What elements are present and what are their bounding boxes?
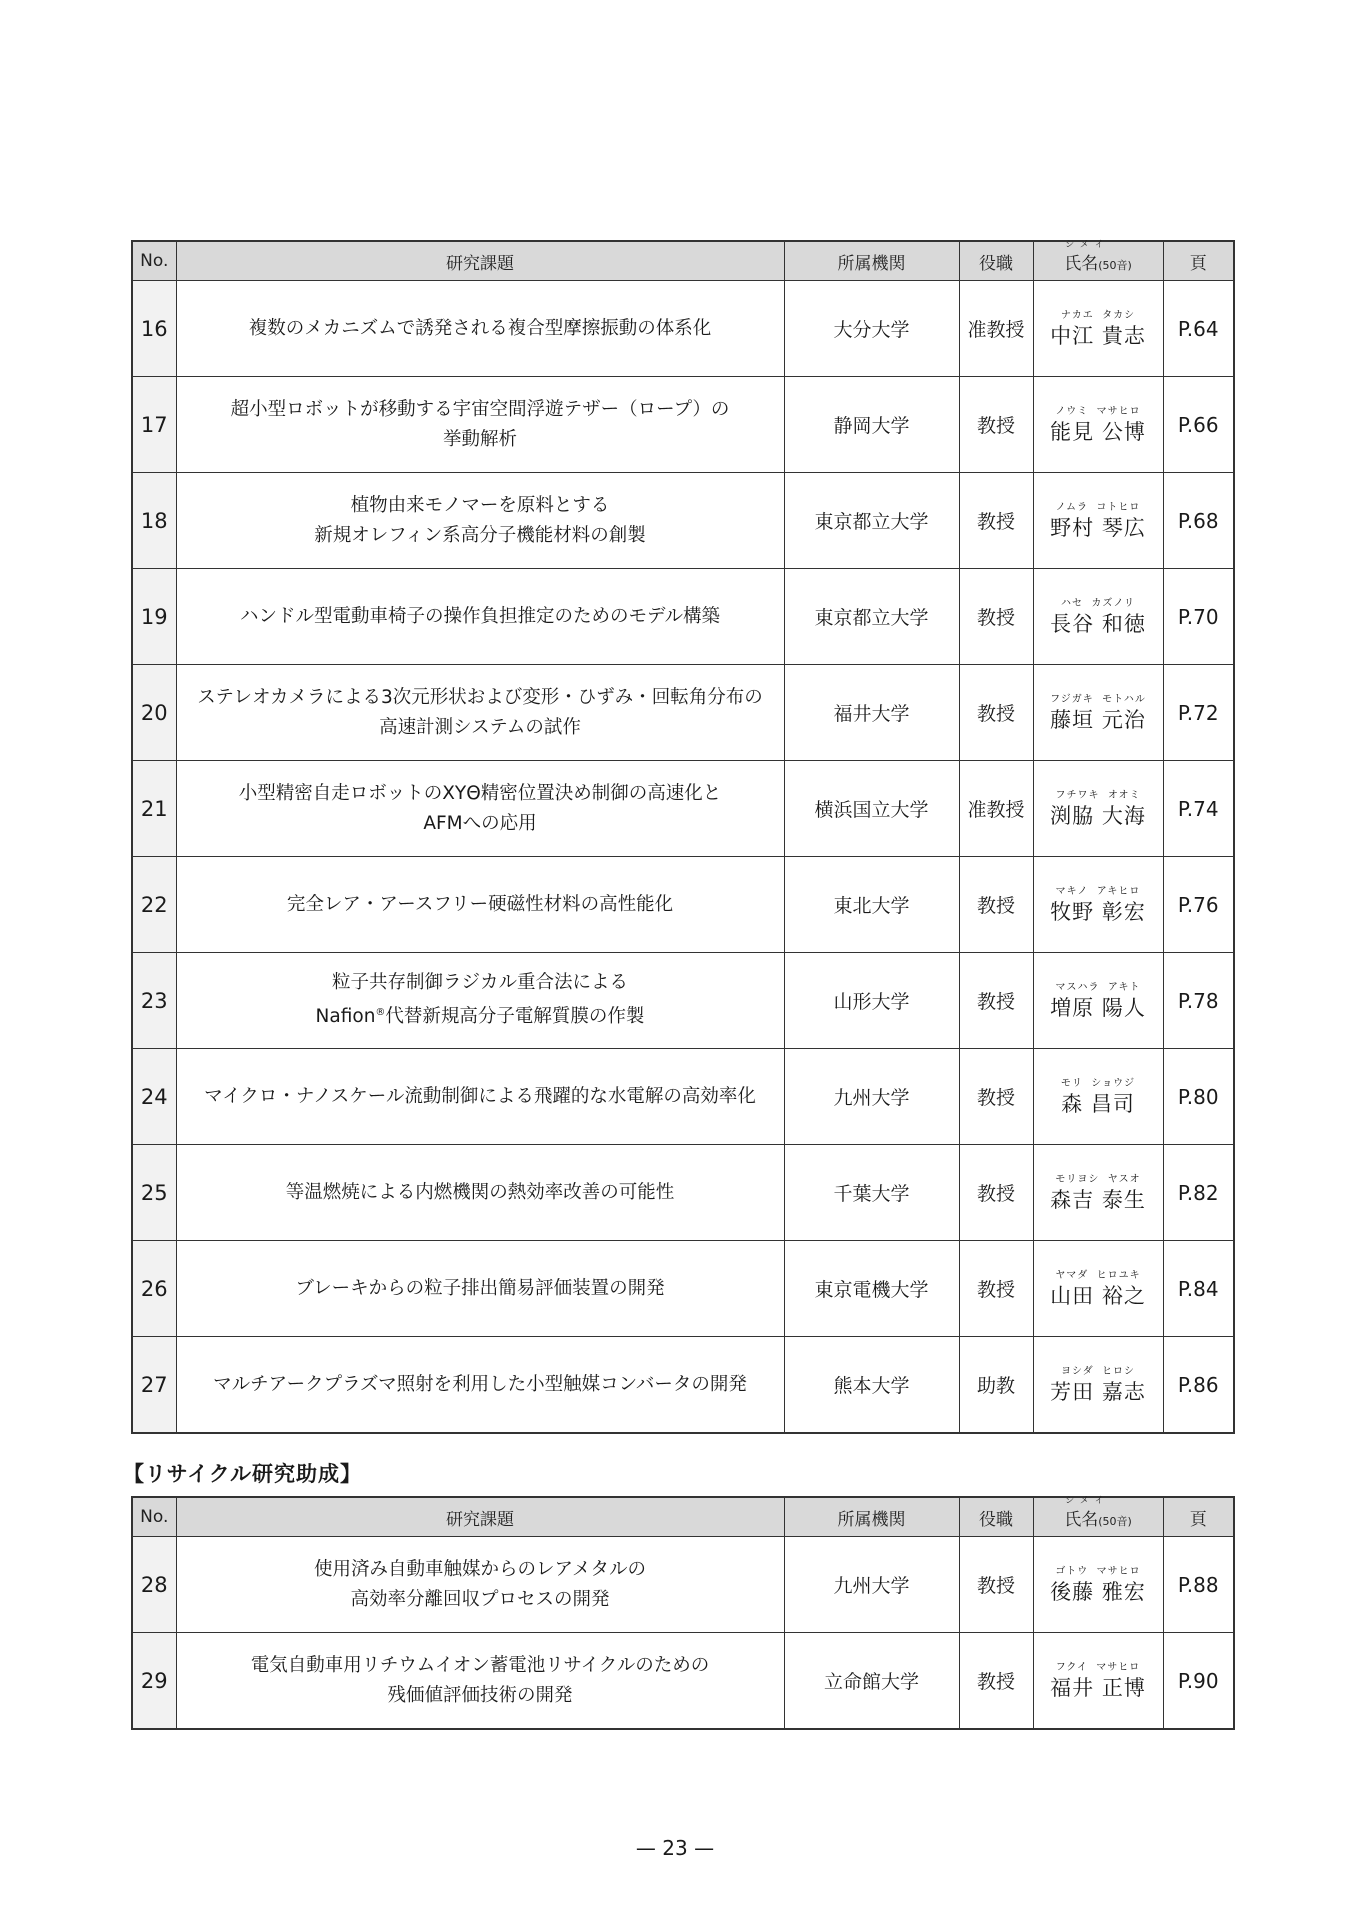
header-position: 役職 bbox=[959, 1497, 1033, 1537]
row-no: 17 bbox=[132, 377, 176, 473]
row-position: 教授 bbox=[959, 857, 1033, 953]
header-name-label: 氏名 bbox=[1064, 1509, 1099, 1530]
header-name bbox=[1033, 1497, 1163, 1537]
row-page: P.64 bbox=[1163, 281, 1234, 377]
table-row bbox=[132, 1337, 1234, 1434]
name-kanji: 山田 裕之 bbox=[1050, 1283, 1146, 1308]
row-institution: 東京都立大学 bbox=[784, 473, 959, 569]
header-page: 頁 bbox=[1163, 1497, 1234, 1537]
table-row bbox=[132, 1145, 1234, 1241]
row-position: 教授 bbox=[959, 1633, 1033, 1730]
topic-line: 挙動解析 bbox=[442, 428, 517, 450]
page-number: — 23 — bbox=[635, 1836, 715, 1860]
row-no: 16 bbox=[132, 281, 176, 377]
header-topic: 研究課題 bbox=[176, 241, 784, 281]
header-name-ruby: シメイ bbox=[1065, 1495, 1110, 1506]
header-name-note: (50音) bbox=[1098, 258, 1132, 272]
topic-line: 等温燃焼による内燃機関の熱効率改善の可能性 bbox=[285, 1181, 675, 1203]
row-topic bbox=[176, 1633, 784, 1730]
topic-line: 電気自動車用リチウムイオン蓄電池リサイクルのための bbox=[250, 1654, 710, 1676]
row-name bbox=[1033, 1049, 1163, 1145]
row-name bbox=[1033, 569, 1163, 665]
row-name bbox=[1033, 377, 1163, 473]
row-position: 教授 bbox=[959, 665, 1033, 761]
header-no: No. bbox=[132, 241, 176, 281]
row-no: 19 bbox=[132, 569, 176, 665]
name-kana: ナカエ タカシ bbox=[1060, 309, 1136, 321]
header-name-note: (50音) bbox=[1098, 1514, 1132, 1528]
topic-line: マルチアークプラズマ照射を利用した小型触媒コンバータの開発 bbox=[213, 1373, 747, 1395]
header-institution: 所属機関 bbox=[784, 1497, 959, 1537]
name-kana: フジガキ モトハル bbox=[1050, 693, 1146, 705]
topic-line: 高速計測システムの試作 bbox=[379, 716, 581, 738]
row-name bbox=[1033, 1633, 1163, 1730]
name-kanji: 牧野 彰宏 bbox=[1050, 899, 1146, 924]
row-name bbox=[1033, 1145, 1163, 1241]
row-topic bbox=[176, 1337, 784, 1434]
row-page: P.70 bbox=[1163, 569, 1234, 665]
header-name-ruby: シメイ bbox=[1065, 239, 1110, 250]
row-topic bbox=[176, 377, 784, 473]
row-page: P.82 bbox=[1163, 1145, 1234, 1241]
row-name bbox=[1033, 1241, 1163, 1337]
row-name bbox=[1033, 761, 1163, 857]
research-table bbox=[131, 240, 1235, 1434]
row-page: P.66 bbox=[1163, 377, 1234, 473]
row-position: 教授 bbox=[959, 953, 1033, 1049]
name-kanji: 福井 正博 bbox=[1050, 1675, 1146, 1700]
header-name-ruby-wrap bbox=[1064, 1495, 1110, 1530]
row-topic bbox=[176, 1049, 784, 1145]
table-row bbox=[132, 1537, 1234, 1633]
row-page: P.76 bbox=[1163, 857, 1234, 953]
row-page: P.78 bbox=[1163, 953, 1234, 1049]
table-header-row bbox=[132, 241, 1234, 281]
name-kana: マスハラ アキト bbox=[1055, 981, 1141, 993]
row-name bbox=[1033, 473, 1163, 569]
row-no: 21 bbox=[132, 761, 176, 857]
topic-line: 粒子共存制御ラジカル重合法による bbox=[331, 972, 628, 994]
row-position: 教授 bbox=[959, 473, 1033, 569]
topic-line: 残価値評価技術の開発 bbox=[387, 1684, 573, 1706]
table-header-row bbox=[132, 1497, 1234, 1537]
row-page: P.90 bbox=[1163, 1633, 1234, 1730]
topic-line: 高効率分離回収プロセスの開発 bbox=[350, 1588, 610, 1610]
table-row bbox=[132, 377, 1234, 473]
topic-line: 植物由来モノマーを原料とする bbox=[350, 494, 610, 516]
row-institution: 山形大学 bbox=[784, 953, 959, 1049]
name-kanji: 渕脇 大海 bbox=[1050, 803, 1146, 828]
row-page: P.84 bbox=[1163, 1241, 1234, 1337]
row-position: 准教授 bbox=[959, 281, 1033, 377]
name-kana: モリ ショウジ bbox=[1060, 1077, 1136, 1089]
topic-line: 完全レア・アースフリー硬磁性材料の高性能化 bbox=[286, 893, 674, 915]
topic-line: 使用済み自動車触媒からのレアメタルの bbox=[314, 1558, 646, 1580]
row-position: 教授 bbox=[959, 569, 1033, 665]
row-topic bbox=[176, 1241, 784, 1337]
table-row bbox=[132, 1633, 1234, 1730]
row-no: 25 bbox=[132, 1145, 176, 1241]
row-institution: 九州大学 bbox=[784, 1049, 959, 1145]
table-row bbox=[132, 857, 1234, 953]
row-name bbox=[1033, 665, 1163, 761]
row-no: 27 bbox=[132, 1337, 176, 1434]
row-name bbox=[1033, 953, 1163, 1049]
name-kanji: 森 昌司 bbox=[1061, 1091, 1135, 1116]
name-kanji: 長谷 和徳 bbox=[1050, 611, 1146, 636]
row-no: 24 bbox=[132, 1049, 176, 1145]
row-name bbox=[1033, 857, 1163, 953]
nafion-text: Nafion bbox=[315, 1006, 376, 1028]
recycle-table bbox=[131, 1496, 1235, 1730]
row-topic bbox=[176, 473, 784, 569]
row-institution: 東北大学 bbox=[784, 857, 959, 953]
table-row bbox=[132, 953, 1234, 1049]
row-position: 教授 bbox=[959, 1241, 1033, 1337]
topic-line-rest: 代替新規高分子電解質膜の作製 bbox=[385, 1006, 645, 1028]
row-position: 助教 bbox=[959, 1337, 1033, 1434]
name-kana: モリヨシ ヤスオ bbox=[1055, 1173, 1141, 1185]
name-kana: ゴトウ マサヒロ bbox=[1055, 1565, 1141, 1577]
row-page: P.80 bbox=[1163, 1049, 1234, 1145]
name-kanji: 芳田 嘉志 bbox=[1050, 1379, 1146, 1404]
row-topic bbox=[176, 665, 784, 761]
row-topic bbox=[176, 281, 784, 377]
row-name bbox=[1033, 281, 1163, 377]
name-kanji: 能見 公博 bbox=[1050, 419, 1146, 444]
topic-line: 複数のメカニズムで誘発される複合型摩擦振動の体系化 bbox=[248, 317, 712, 339]
row-page: P.88 bbox=[1163, 1537, 1234, 1633]
topic-line: AFMへの応用 bbox=[423, 812, 537, 834]
row-institution: 東京電機大学 bbox=[784, 1241, 959, 1337]
name-kanji: 後藤 雅宏 bbox=[1050, 1579, 1146, 1604]
table-row bbox=[132, 281, 1234, 377]
name-kana: ノムラ コトヒロ bbox=[1055, 501, 1141, 513]
header-institution: 所属機関 bbox=[784, 241, 959, 281]
row-page: P.68 bbox=[1163, 473, 1234, 569]
topic-line: ブレーキからの粒子排出簡易評価装置の開発 bbox=[295, 1277, 665, 1299]
row-no: 20 bbox=[132, 665, 176, 761]
topic-line: マイクロ・ナノスケール流動制御による飛躍的な水電解の高効率化 bbox=[204, 1085, 756, 1107]
name-kanji: 森吉 泰生 bbox=[1050, 1187, 1146, 1212]
row-institution: 横浜国立大学 bbox=[784, 761, 959, 857]
topic-line bbox=[177, 998, 784, 1032]
table-row bbox=[132, 569, 1234, 665]
section-heading-recycle: 【リサイクル研究助成】 bbox=[123, 1462, 363, 1486]
name-kanji: 増原 陽人 bbox=[1050, 995, 1146, 1020]
row-institution: 東京都立大学 bbox=[784, 569, 959, 665]
name-kana: ヨシダ ヒロシ bbox=[1061, 1365, 1135, 1377]
row-no: 26 bbox=[132, 1241, 176, 1337]
topic-line: ステレオカメラによる3次元形状および変形・ひずみ・回転角分布の bbox=[197, 686, 763, 708]
table-row bbox=[132, 665, 1234, 761]
row-page: P.86 bbox=[1163, 1337, 1234, 1434]
header-name-label: 氏名 bbox=[1064, 253, 1099, 274]
row-institution: 熊本大学 bbox=[784, 1337, 959, 1434]
table-row bbox=[132, 1049, 1234, 1145]
row-page: P.72 bbox=[1163, 665, 1234, 761]
row-institution: 福井大学 bbox=[784, 665, 959, 761]
topic-line: 超小型ロボットが移動する宇宙空間浮遊テザー（ロープ）の bbox=[230, 398, 730, 420]
name-kana: ノウミ マサヒロ bbox=[1055, 405, 1141, 417]
registered-mark: ® bbox=[375, 1007, 386, 1019]
row-no: 23 bbox=[132, 953, 176, 1049]
row-position: 教授 bbox=[959, 1537, 1033, 1633]
row-topic bbox=[176, 1145, 784, 1241]
row-topic bbox=[176, 1537, 784, 1633]
header-page: 頁 bbox=[1163, 241, 1234, 281]
row-no: 22 bbox=[132, 857, 176, 953]
row-topic bbox=[176, 857, 784, 953]
table-row bbox=[132, 761, 1234, 857]
table-row bbox=[132, 473, 1234, 569]
row-no: 28 bbox=[132, 1537, 176, 1633]
name-kanji: 野村 琴広 bbox=[1050, 515, 1146, 540]
row-position: 教授 bbox=[959, 1145, 1033, 1241]
row-page: P.74 bbox=[1163, 761, 1234, 857]
row-institution: 千葉大学 bbox=[784, 1145, 959, 1241]
topic-line: ハンドル型電動車椅子の操作負担推定のためのモデル構築 bbox=[239, 605, 721, 627]
row-position: 教授 bbox=[959, 377, 1033, 473]
row-no: 18 bbox=[132, 473, 176, 569]
row-topic bbox=[176, 569, 784, 665]
row-position: 准教授 bbox=[959, 761, 1033, 857]
header-position: 役職 bbox=[959, 241, 1033, 281]
topic-line: 新規オレフィン系高分子機能材料の創製 bbox=[314, 524, 646, 546]
row-topic bbox=[176, 953, 784, 1049]
row-topic bbox=[176, 761, 784, 857]
name-kana: フチワキ オオミ bbox=[1055, 789, 1141, 801]
name-kana: ヤマダ ヒロユキ bbox=[1055, 1269, 1141, 1281]
name-kanji: 中江 貴志 bbox=[1050, 323, 1146, 348]
row-institution: 静岡大学 bbox=[784, 377, 959, 473]
row-institution: 立命館大学 bbox=[784, 1633, 959, 1730]
name-kanji: 藤垣 元治 bbox=[1050, 707, 1146, 732]
topic-line: 小型精密自走ロボットのXYΘ精密位置決め制御の高速化と bbox=[238, 782, 722, 804]
name-kana: ハセ カズノリ bbox=[1061, 597, 1135, 609]
header-name bbox=[1033, 241, 1163, 281]
row-no: 29 bbox=[132, 1633, 176, 1730]
row-name bbox=[1033, 1537, 1163, 1633]
header-no: No. bbox=[132, 1497, 176, 1537]
row-institution: 大分大学 bbox=[784, 281, 959, 377]
header-topic: 研究課題 bbox=[176, 1497, 784, 1537]
row-position: 教授 bbox=[959, 1049, 1033, 1145]
name-kana: マキノ アキヒロ bbox=[1055, 885, 1141, 897]
table-row bbox=[132, 1241, 1234, 1337]
row-name bbox=[1033, 1337, 1163, 1434]
row-institution: 九州大学 bbox=[784, 1537, 959, 1633]
header-name-ruby-wrap bbox=[1064, 239, 1110, 274]
name-kana: フクイ マサヒロ bbox=[1055, 1661, 1141, 1673]
